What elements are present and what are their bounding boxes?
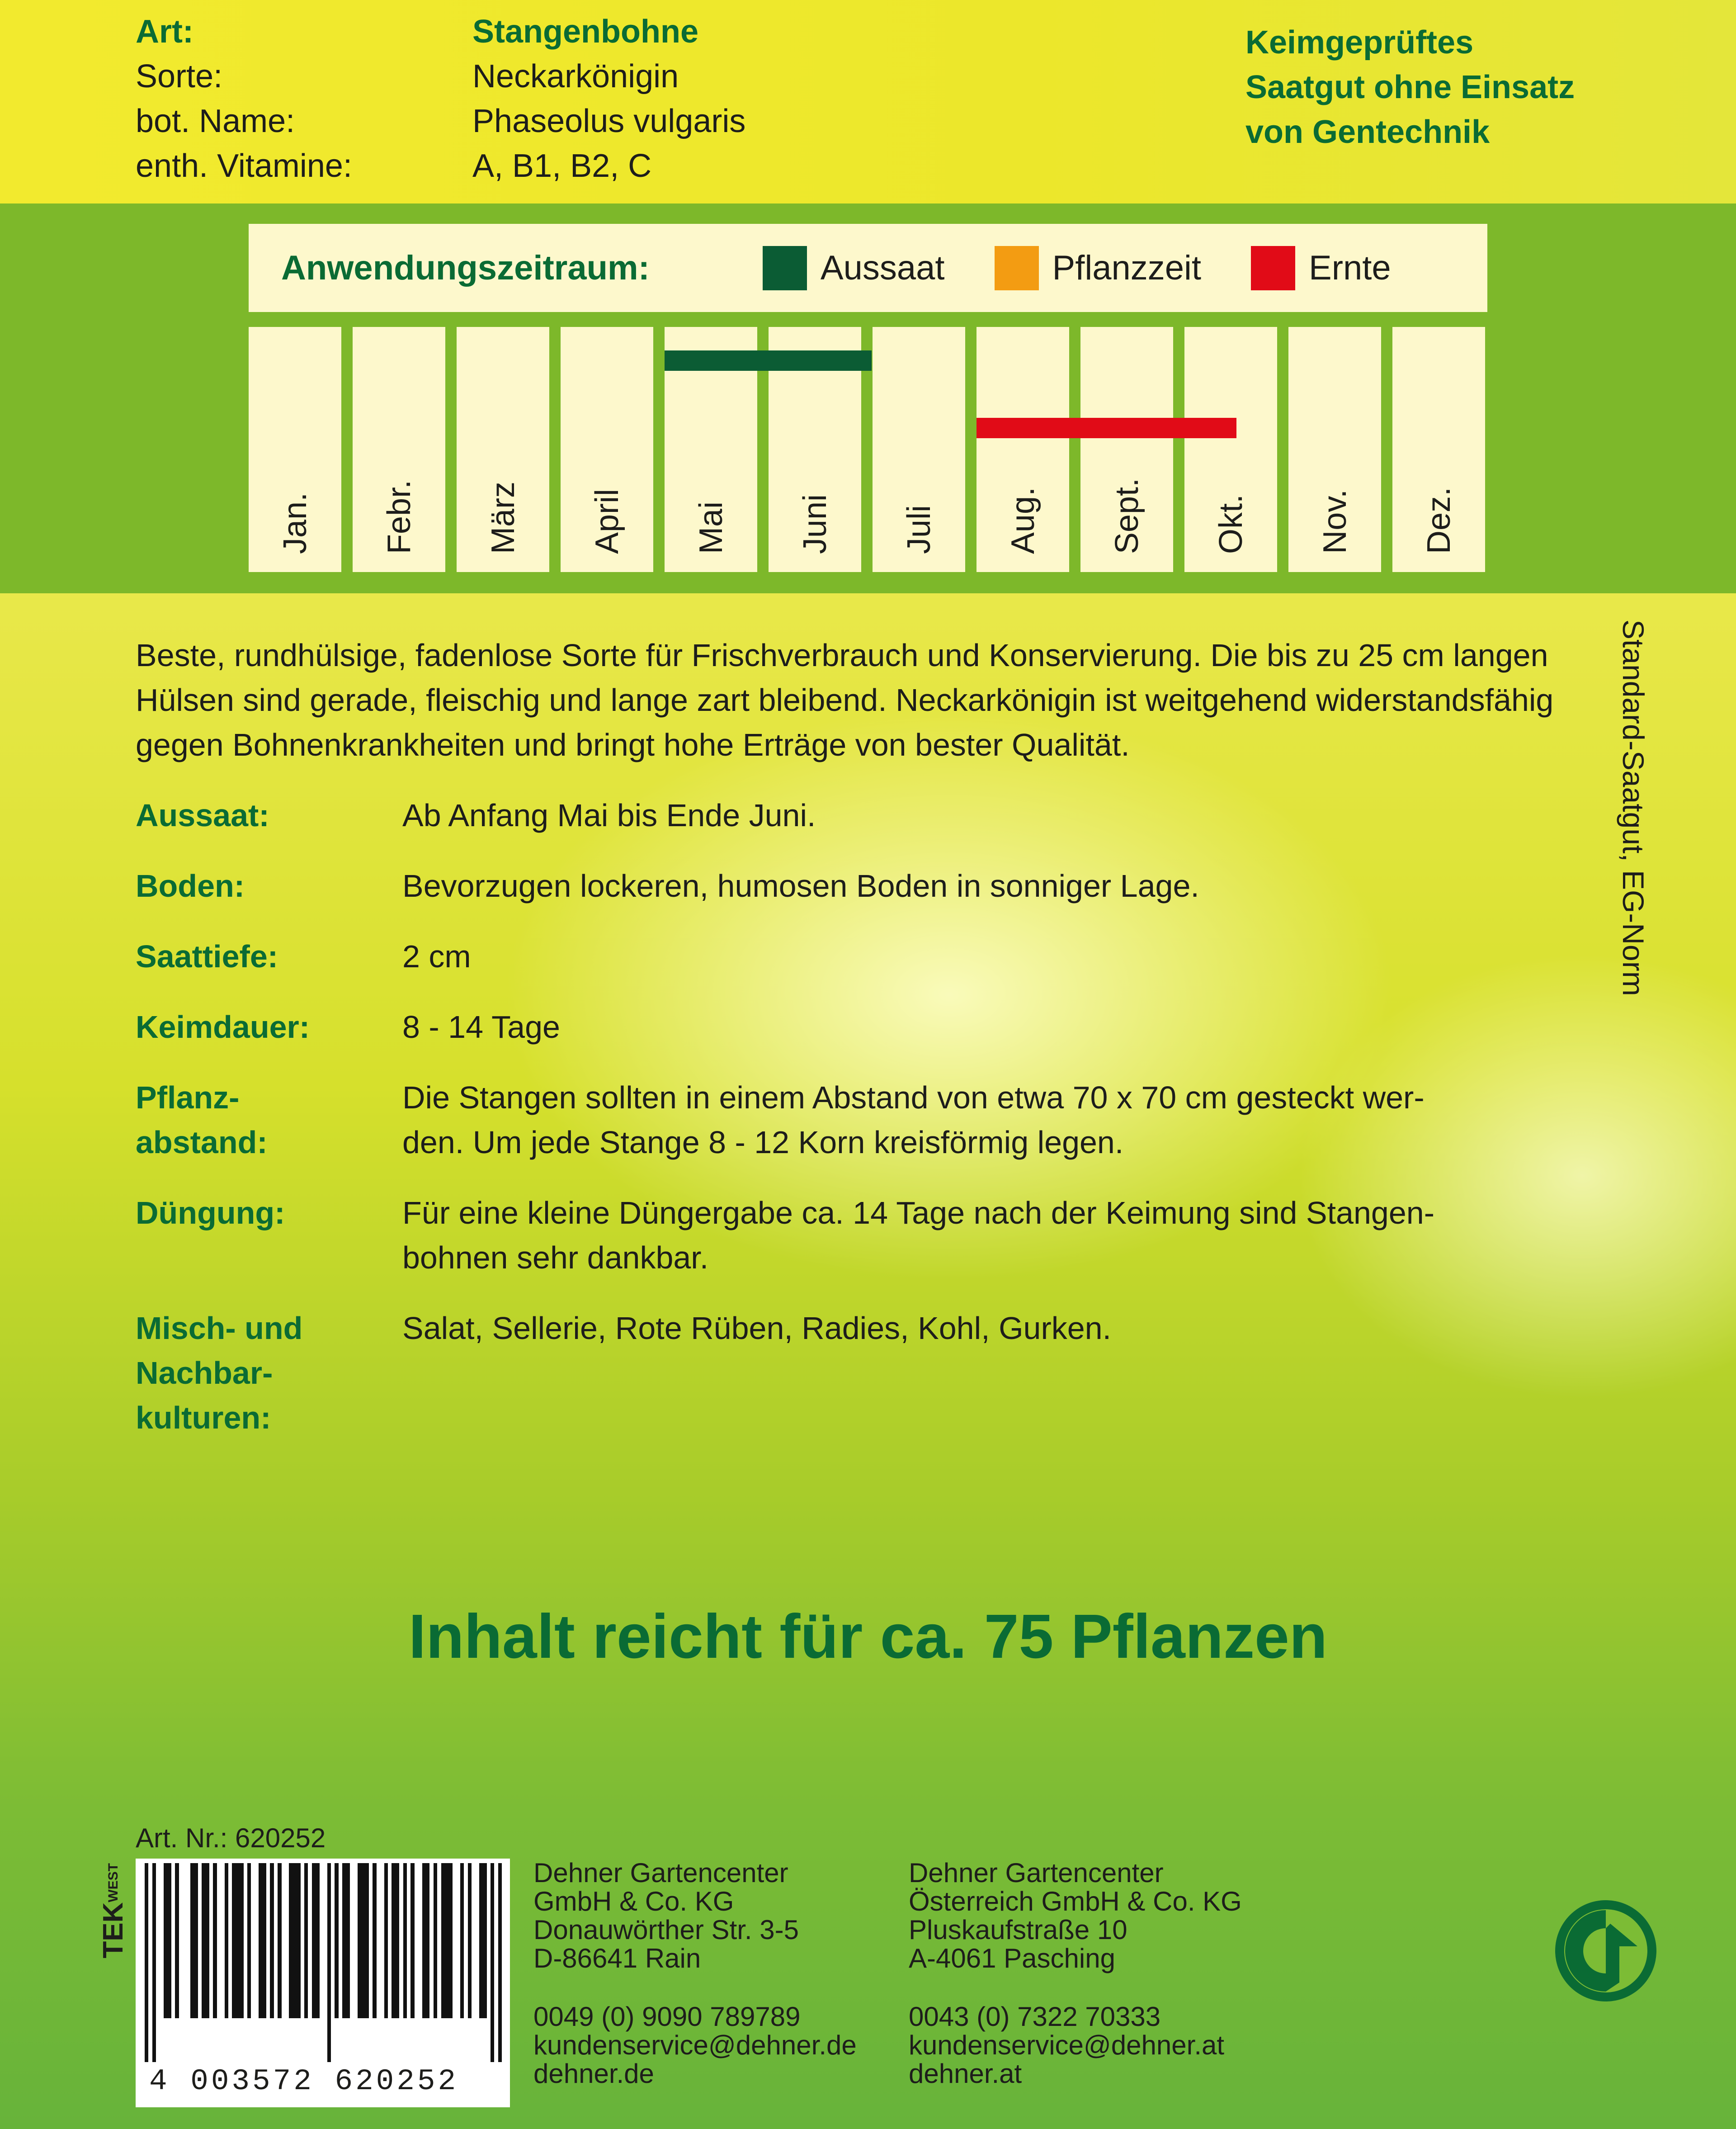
detail-label: Düngung: (136, 1195, 285, 1230)
barcode-bar (297, 1863, 300, 2018)
email-link[interactable]: kundenservice@dehner.at (909, 2030, 1225, 2060)
barcode-bar (464, 1863, 467, 2018)
barcode-bar (456, 1863, 460, 2018)
month-label: Juni (797, 494, 833, 554)
barcode-bar (308, 1863, 311, 2018)
barcode-bar (494, 1863, 498, 2062)
address-line: GmbH & Co. KG (533, 1886, 734, 1916)
month-label: Jan. (277, 492, 313, 554)
barcode-bar (365, 1863, 369, 2018)
claim-line: von Gentechnik (1245, 114, 1490, 150)
detail-value: Ab Anfang Mai bis Ende Juni. (402, 798, 816, 833)
barcode-bar (445, 1863, 448, 2018)
detail-value: Salat, Sellerie, Rote Rüben, Radies, Kohl, Gurken. (402, 1311, 1112, 1346)
detail-value: 2 cm (402, 939, 471, 974)
phone: 0043 (0) 7322 70333 (909, 2001, 1161, 2032)
month-column (249, 327, 341, 572)
barcode-bar (255, 1863, 259, 2018)
barcode-bar (274, 1863, 278, 2018)
info-label: bot. Name: (136, 103, 295, 139)
info-value: Stangenbohne (472, 14, 698, 50)
address-line: Dehner Gartencenter (533, 1858, 788, 1888)
barcode-bar (342, 1863, 346, 2018)
seed-standard-note: Standard-Saatgut, EG-Norm (1617, 620, 1650, 996)
detail-label: Misch- und Nachbar- kulturen: (136, 1311, 303, 1435)
barcode-bar (194, 1863, 198, 2018)
period-bar-aussaat (665, 350, 872, 371)
barcode-bar (183, 1863, 186, 2018)
company-contact (909, 2002, 1224, 2088)
barcode-bar (148, 1863, 152, 2062)
green-dot-recycling-icon (1552, 1897, 1660, 2005)
detail-value: Die Stangen sollten in einem Abstand von etwa 70 x 70 cm gesteckt wer- den. Um jede Stange 8 - 12 Korn kreisförmig legen. (402, 1080, 1425, 1160)
growing-details (136, 793, 1582, 1440)
barcode-bar (373, 1863, 376, 2018)
address-line: A-4061 Pasching (909, 1943, 1115, 1973)
detail-value: Für eine kleine Düngergabe ca. 14 Tage nach der Keimung sind Stangen- bohnen sehr dankbar. (402, 1195, 1434, 1275)
legend-label: Aussaat (820, 249, 945, 287)
barcode-bar (384, 1863, 388, 2018)
info-label: enth. Vitamine: (136, 148, 352, 184)
barcode-bar (422, 1863, 426, 2018)
detail-row (136, 1306, 1582, 1440)
barcode-bar (350, 1863, 354, 2018)
barcode-bar (441, 1863, 445, 2018)
barcode-bar (429, 1863, 433, 2018)
barcode-bar (320, 1863, 323, 2062)
barcode-bar (434, 1863, 437, 2018)
barcode-bar (232, 1863, 236, 2018)
barcode-bar (244, 1863, 247, 2018)
barcode-bar (316, 1863, 319, 2018)
month-label: Aug. (1005, 487, 1041, 554)
claim-line: Saatgut ohne Einsatz (1245, 69, 1575, 105)
company-address (909, 1859, 1242, 1973)
barcode-bar (339, 1863, 342, 2018)
website-link[interactable]: dehner.de (533, 2058, 654, 2089)
barcode-bar (437, 1863, 441, 2018)
barcode-bar (399, 1863, 403, 2018)
barcode-bar (361, 1863, 365, 2018)
barcode-bar (247, 1863, 251, 2018)
detail-label: Aussaat: (136, 798, 269, 833)
website-link[interactable]: dehner.at (909, 2058, 1022, 2089)
barcode-bar (426, 1863, 429, 2018)
description: Beste, rundhülsige, fadenlose Sorte für Frischverbrauch und Konservierung. Die bis zu 25 cm langen Hülsen sind gerade, fleischig und lange zart bleibend. Neckarkönigin ist weitgehend widerstandsfähig gegen Bohnenkrankheiten und bringt hohe Erträge von bester Qualität. (136, 638, 1554, 762)
barcode-bar (266, 1863, 270, 2018)
barcode-bar (498, 1863, 502, 2062)
contents-note: Inhalt reicht für ca. 75 Pflanzen (408, 1602, 1328, 1671)
legend-ernte (1251, 246, 1391, 290)
barcode-bar (327, 1863, 331, 2062)
legend-pflanzzeit (995, 246, 1202, 290)
detail-row (136, 1005, 1582, 1050)
month-column (1184, 327, 1277, 572)
barcode-bar (396, 1863, 399, 2018)
barcode-bar (263, 1863, 266, 2018)
month-label: Juli (901, 505, 937, 554)
address-line: Dehner Gartencenter (909, 1858, 1164, 1888)
detail-value: Bevorzugen lockeren, humosen Boden in sonniger Lage. (402, 868, 1199, 904)
detail-label: Boden: (136, 868, 245, 904)
aussaat-swatch (763, 246, 807, 290)
address-line: Donauwörther Str. 3-5 (533, 1915, 799, 1945)
month-label: Dez. (1420, 487, 1457, 554)
barcode-bar (472, 1863, 475, 2018)
barcode-bar (251, 1863, 255, 2018)
calendar-title: Anwendungszeitraum: (281, 249, 650, 287)
calendar-legend (249, 224, 1487, 312)
company-address (533, 1859, 799, 1973)
address-line: Pluskaufstraße 10 (909, 1915, 1127, 1945)
month-label: Mai (693, 501, 729, 554)
barcode-bar (225, 1863, 228, 2018)
gmo-free-claim (1245, 20, 1575, 155)
phone: 0049 (0) 9090 789789 (533, 2001, 801, 2032)
barcode-bar (167, 1863, 171, 2018)
barcode-bar (407, 1863, 410, 2018)
barcode-bar (217, 1863, 221, 2018)
address-line: D-86641 Rain (533, 1943, 701, 1973)
barcode-bar (206, 1863, 209, 2018)
barcode-bar (331, 1863, 335, 2018)
ernte-swatch (1251, 246, 1295, 290)
barcode-bar (491, 1863, 494, 2062)
barcode-bar (388, 1863, 392, 2018)
barcode-bar (304, 1863, 308, 2018)
month-column (873, 327, 965, 572)
barcode-bar (453, 1863, 456, 2018)
barcode-bar (392, 1863, 395, 2018)
month-column (353, 327, 445, 572)
detail-label: Keimdauer: (136, 1009, 310, 1045)
barcode-bar (335, 1863, 338, 2018)
barcode-bar (415, 1863, 418, 2018)
detail-label: Pflanz- abstand: (136, 1080, 268, 1160)
barcode-bar (236, 1863, 240, 2018)
email-link[interactable]: kundenservice@dehner.de (533, 2030, 857, 2060)
detail-row (136, 1191, 1582, 1280)
month-column (1288, 327, 1381, 572)
article-number: Art. Nr.: 620252 (136, 1823, 326, 1853)
info-label: Art: (136, 14, 193, 50)
barcode-bar (202, 1863, 205, 2018)
barcode-bar (460, 1863, 464, 2018)
barcode-bar (186, 1863, 190, 2018)
main-content (136, 633, 1582, 1440)
barcode (136, 1859, 510, 2107)
barcode-bar (198, 1863, 202, 2018)
barcode-bar (175, 1863, 179, 2018)
claim-line: Keimgeprüftes (1245, 24, 1474, 61)
barcode-bar (312, 1863, 316, 2018)
barcode-number: 4 003572 620252 (149, 2064, 459, 2098)
barcode-bar (160, 1863, 164, 2018)
month-column (561, 327, 653, 572)
barcode-bar (282, 1863, 285, 2018)
barcode-bar (487, 1863, 491, 2018)
barcode-bar (240, 1863, 243, 2018)
barcode-bar (410, 1863, 414, 2018)
detail-row (136, 1075, 1582, 1165)
barcode-bar (377, 1863, 380, 2018)
info-value: A, B1, B2, C (472, 148, 652, 184)
month-label: Febr. (381, 479, 417, 554)
info-label: Sorte: (136, 58, 223, 95)
info-value: Phaseolus vulgaris (472, 103, 746, 139)
barcode-bar (285, 1863, 289, 2018)
barcode-bar (278, 1863, 281, 2018)
period-bar-ernte (976, 418, 1236, 438)
barcode-bar (179, 1863, 183, 2018)
barcode-bar (323, 1863, 327, 2062)
barcode-bars (145, 1863, 502, 2062)
barcode-bar (293, 1863, 297, 2018)
month-label: März (485, 482, 521, 554)
detail-row (136, 793, 1582, 838)
detail-value: 8 - 14 Tage (402, 1009, 560, 1045)
barcode-bar (289, 1863, 292, 2018)
month-label: Nov. (1316, 489, 1353, 554)
month-column (976, 327, 1069, 572)
tek-west-logo: TEKWEST (98, 1863, 129, 1959)
barcode-bar (190, 1863, 194, 2018)
detail-label: Saattiefe: (136, 939, 278, 974)
barcode-bar (475, 1863, 479, 2018)
barcode-bar (164, 1863, 167, 2018)
legend-label: Ernte (1309, 249, 1391, 287)
detail-row (136, 864, 1582, 908)
barcode-bar (354, 1863, 357, 2018)
address-line: Österreich GmbH & Co. KG (909, 1886, 1242, 1916)
month-column (1392, 327, 1485, 572)
pflanzzeit-swatch (995, 246, 1039, 290)
barcode-bar (221, 1863, 224, 2018)
barcode-bar (403, 1863, 407, 2018)
barcode-bar (358, 1863, 361, 2018)
barcode-bar (301, 1863, 304, 2018)
month-column (457, 327, 549, 572)
barcode-bar (468, 1863, 472, 2018)
barcode-bar (152, 1863, 156, 2062)
barcode-bar (418, 1863, 422, 2018)
barcode-bar (479, 1863, 483, 2018)
legend-label: Pflanzzeit (1052, 249, 1202, 287)
barcode-bar (346, 1863, 350, 2018)
legend-aussaat (763, 246, 945, 290)
barcode-bar (171, 1863, 175, 2018)
month-column (1080, 327, 1173, 572)
barcode-bar (449, 1863, 453, 2018)
detail-row (136, 934, 1582, 979)
barcode-bar (483, 1863, 486, 2018)
barcode-bar (145, 1863, 148, 2062)
barcode-bar (380, 1863, 384, 2018)
barcode-bar (369, 1863, 373, 2018)
barcode-bar (156, 1863, 160, 2018)
barcode-bar (228, 1863, 232, 2018)
info-value: Neckarkönigin (472, 58, 679, 95)
barcode-bar (213, 1863, 217, 2018)
barcode-bar (270, 1863, 274, 2018)
company-contact (533, 2002, 857, 2088)
month-label: Sept. (1109, 478, 1145, 554)
month-label: Okt. (1212, 494, 1249, 554)
barcode-bar (209, 1863, 213, 2018)
month-label: April (589, 488, 625, 554)
barcode-bar (259, 1863, 262, 2018)
